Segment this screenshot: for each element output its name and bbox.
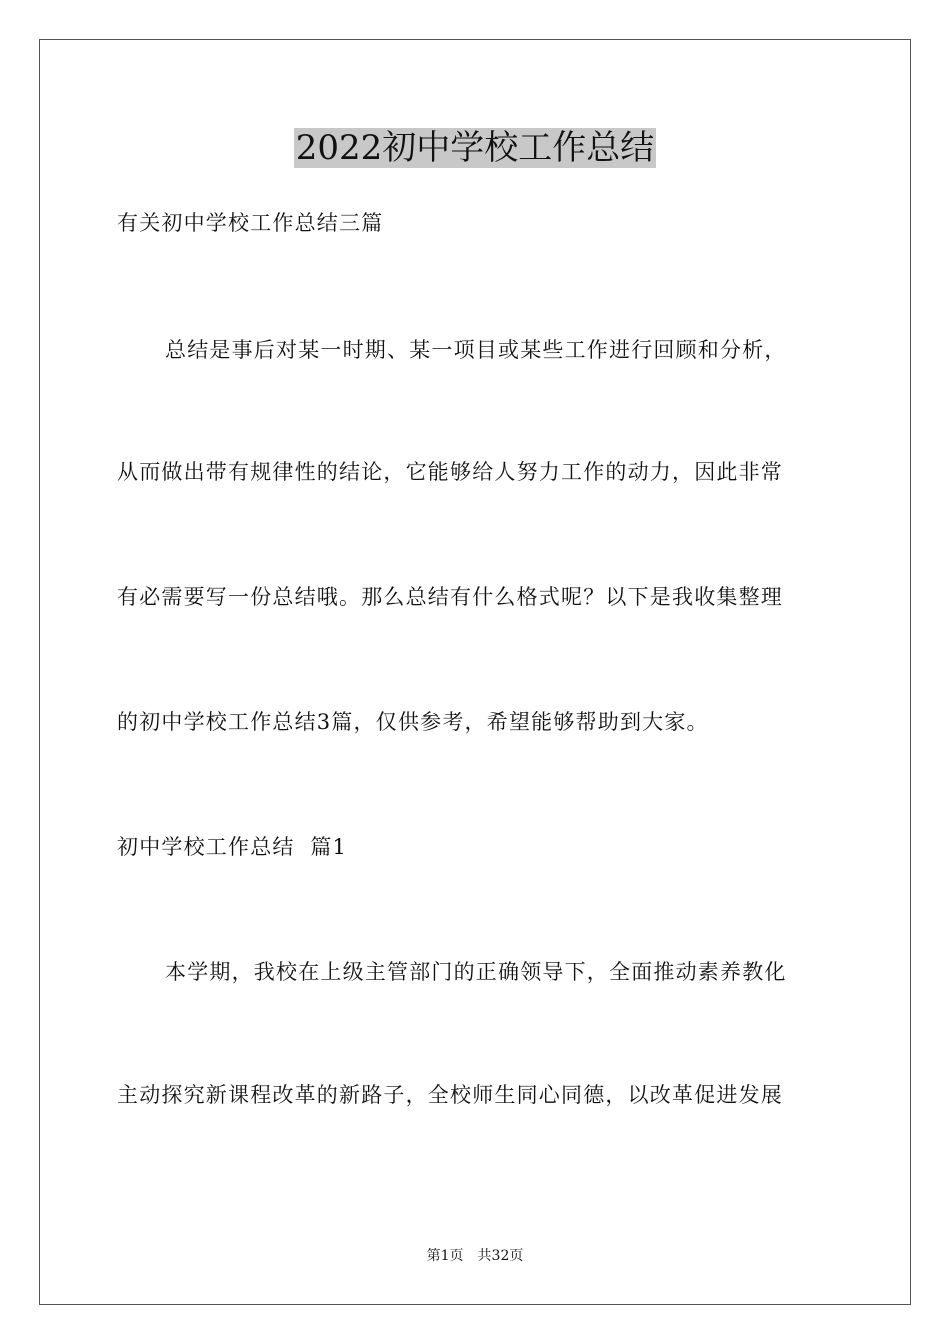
title-container (0, 128, 950, 168)
paragraph-line: 有必需要写一份总结哦。那么总结有什么格式呢？以下是我收集整理 (117, 585, 783, 609)
page-total: 共32页 (477, 1248, 524, 1264)
document-title: 2022初中学校工作总结 (295, 128, 655, 168)
page-number: 第1页 (426, 1248, 464, 1264)
page-footer (0, 1246, 950, 1266)
paragraph-line: 的初中学校工作总结3篇，仅供参考，希望能够帮助到大家。 (117, 710, 709, 734)
section-heading: 初中学校工作总结 篇1 (117, 835, 348, 859)
paragraph-line: 从而做出带有规律性的结论，它能够给人努力工作的动力，因此非常 (117, 460, 783, 484)
paragraph-line: 总结是事后对某一时期、某一项目或某些工作进行回顾和分析， (165, 338, 787, 362)
document-subtitle: 有关初中学校工作总结三篇 (117, 211, 384, 235)
paragraph-line: 主动探究新课程改革的新路子，全校师生同心同德，以改革促进发展 (117, 1083, 783, 1107)
paragraph-line: 本学期，我校在上级主管部门的正确领导下，全面推动素养教化 (165, 960, 787, 984)
